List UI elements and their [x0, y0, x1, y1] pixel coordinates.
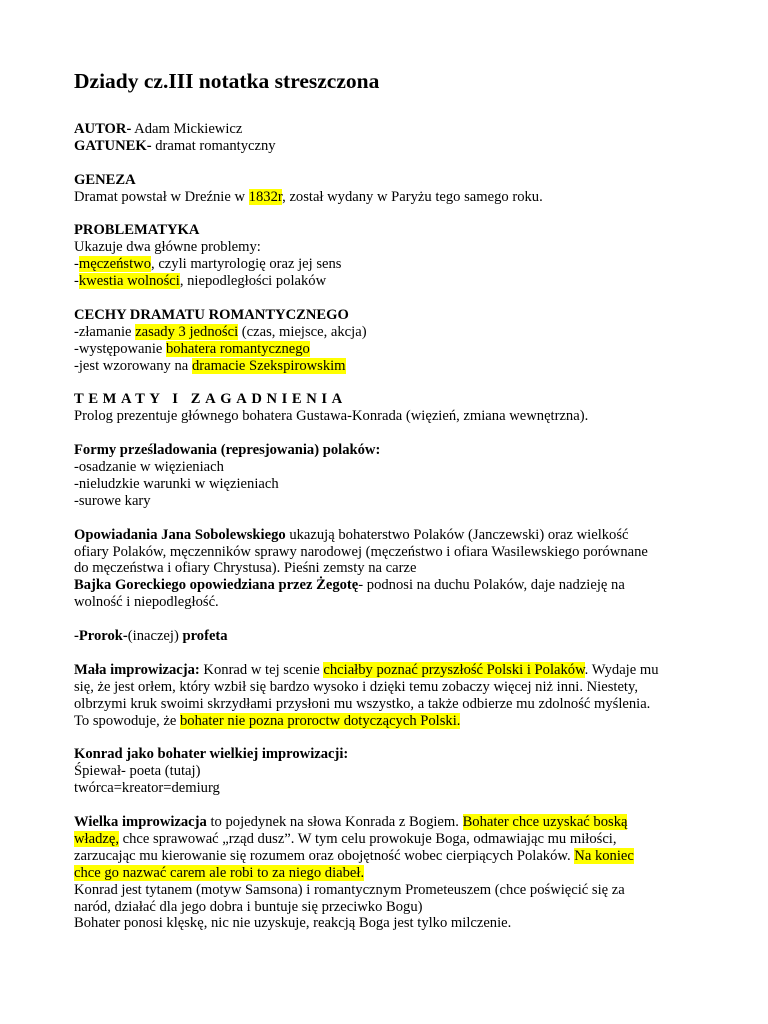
formy-heading: Formy prześladowania (represjowania) polaków:: [74, 442, 381, 459]
wielka-line: naród, działać dla jego dobra i buntuje się przeciwko Bogu): [74, 898, 423, 915]
mala-line: [74, 713, 700, 730]
wielka-line: [74, 814, 700, 831]
mala-text: To spowoduje, że: [74, 712, 180, 729]
formy-item: -nieludzkie warunki w więzieniach: [74, 475, 279, 492]
cechy-highlight: bohatera romantycznego: [166, 340, 310, 357]
document-content: [74, 66, 700, 932]
cechy-highlight: zasady 3 jedności: [135, 323, 239, 340]
cechy-item: [74, 324, 700, 341]
wielka-highlight: władzę,: [74, 830, 119, 847]
dash: -: [74, 273, 79, 290]
formy-item: -surowe kary: [74, 492, 151, 509]
prorok-bold: -Prorok-: [74, 628, 128, 645]
geneza-highlight: 1832r: [248, 188, 283, 205]
geneza-text: [74, 189, 700, 206]
prorok-line: [74, 628, 700, 645]
mala-highlight: bohater nie pozna proroctw dotyczących Polski.: [179, 712, 461, 729]
geneza-text-part: Dramat powstał w Dreźnie w: [74, 188, 249, 205]
wielka-line: [74, 848, 700, 865]
cechy-text: (czas, miejsce, akcja): [238, 323, 367, 340]
wielka-text: zarzucając mu kierowanie się rozumem oraz obojętność wobec cierpiących Polaków.: [74, 847, 575, 864]
wielka-line: Bohater ponosi klęskę, nic nie uzyskuje, reakcją Boga jest tylko milczenie.: [74, 915, 512, 932]
cechy-text: -jest wzorowany na: [74, 357, 192, 374]
bajka-line: wolność i niepodległość.: [74, 594, 219, 611]
problematyka-item: [74, 273, 700, 290]
mala-line: [74, 662, 700, 679]
cechy-text: -występowanie: [74, 340, 166, 357]
genre-label: GATUNEK-: [74, 137, 152, 154]
opowiadania-bold: Opowiadania Jana Sobolewskiego: [74, 526, 286, 543]
spacer: [74, 375, 700, 392]
problematyka-item: [74, 256, 700, 273]
spacer: [74, 425, 700, 442]
konrad-line: twórca=kreator=demiurg: [74, 780, 220, 797]
problematyka-highlight: kwestia wolności: [78, 273, 180, 290]
problematyka-text: , niepodległości polaków: [179, 273, 327, 290]
cechy-text: -złamanie: [74, 323, 136, 340]
genre-value: dramat romantyczny: [151, 137, 276, 154]
bajka-line: [74, 577, 700, 594]
prorok-bold: profeta: [182, 628, 228, 645]
opowiadania-text: ukazują bohaterstwo Polaków (Janczewski) oraz wielkość: [285, 526, 629, 543]
mala-text: Konrad w tej scenie: [199, 661, 324, 678]
spacer: [74, 290, 700, 307]
spacer: [74, 645, 700, 662]
problematyka-highlight: męczeństwo: [78, 256, 152, 273]
mala-line: się, że jest orłem, który wzbił się bardzo wysoko i dzięki temu zobaczy więcej niż inni. Niestety,: [74, 678, 638, 695]
document-title: Dziady cz.III notatka streszczona: [74, 69, 380, 93]
spacer: [74, 206, 700, 223]
spacer: [74, 155, 700, 172]
author-line: [74, 121, 700, 138]
wielka-highlight: Na koniec: [574, 847, 634, 864]
author-value: Adam Mickiewicz: [131, 121, 243, 137]
problematyka-text: , czyli martyrologię oraz jej sens: [151, 256, 342, 273]
genre-line: [74, 138, 700, 155]
cechy-item: [74, 341, 700, 358]
wielka-bold: Wielka improwizacja: [74, 814, 207, 830]
cechy-highlight: dramacie Szekspirowskim: [191, 357, 346, 374]
opowiadania-line: do męczeństwa i ofiary Chrystusa). Pieśni zemsty na carze: [74, 560, 417, 577]
wielka-text: to pojedynek na słowa Konrada z Bogiem.: [206, 814, 463, 830]
problematyka-intro: Ukazuje dwa główne problemy:: [74, 239, 261, 256]
mala-highlight: chciałby poznać przyszłość Polski i Polaków: [323, 661, 585, 678]
formy-item: -osadzanie w więzieniach: [74, 459, 224, 476]
bajka-text: - podnosi na duchu Polaków, daje nadzieję na: [358, 577, 625, 594]
geneza-heading: GENEZA: [74, 171, 136, 188]
wielka-line: Konrad jest tytanem (motyw Samsona) i romantycznym Prometeuszem (chce poświęcić się za: [74, 881, 625, 898]
wielka-highlight: Bohater chce uzyskać boską: [462, 814, 628, 830]
bajka-bold: Bajka Goreckiego opowiedziana przez Żegotę: [74, 577, 359, 594]
wielka-line: [74, 831, 700, 848]
cechy-heading: CECHY DRAMATU ROMANTYCZNEGO: [74, 306, 349, 323]
mala-text: . Wydaje mu: [584, 661, 659, 678]
problematyka-heading: PROBLEMATYKA: [74, 222, 200, 239]
konrad-heading: Konrad jako bohater wielkiej improwizacji:: [74, 746, 349, 763]
konrad-line: Śpiewał- poeta (tutaj): [74, 763, 201, 780]
wielka-highlight: chce go nazwać carem ale robi to za niego diabeł.: [74, 864, 365, 881]
spacer: [74, 611, 700, 628]
mala-line: olbrzymi kruk swoimi skrzydłami przysłoni mu wszystko, a także odbierze mu zdolność myślenia.: [74, 695, 651, 712]
spacer: [74, 510, 700, 527]
tematy-heading: TEMATY I ZAGADNIENIA: [74, 391, 347, 408]
spacer: [74, 797, 700, 814]
author-label: AUTOR-: [74, 121, 132, 137]
opowiadania-line: ofiary Polaków, męczenników sprawy narodowej (męczeństwo i ofiara Wasilewskiego porównane: [74, 543, 648, 560]
tematy-prolog: Prolog prezentuje głównego bohatera Gustawa-Konrada (więzień, zmiana wewnętrzna).: [74, 408, 589, 425]
spacer: [74, 730, 700, 747]
wielka-line: [74, 865, 700, 882]
geneza-text-part: , został wydany w Paryżu tego samego roku.: [282, 188, 543, 205]
cechy-item: [74, 358, 700, 375]
mala-bold: Mała improwizacja:: [74, 661, 200, 678]
wielka-text: chce sprawować „rząd dusz”. W tym celu prowokuje Boga, odmawiając mu miłości,: [118, 830, 617, 847]
prorok-text: (inaczej): [127, 628, 183, 645]
dash: -: [74, 256, 79, 273]
opowiadania-line: [74, 527, 700, 544]
